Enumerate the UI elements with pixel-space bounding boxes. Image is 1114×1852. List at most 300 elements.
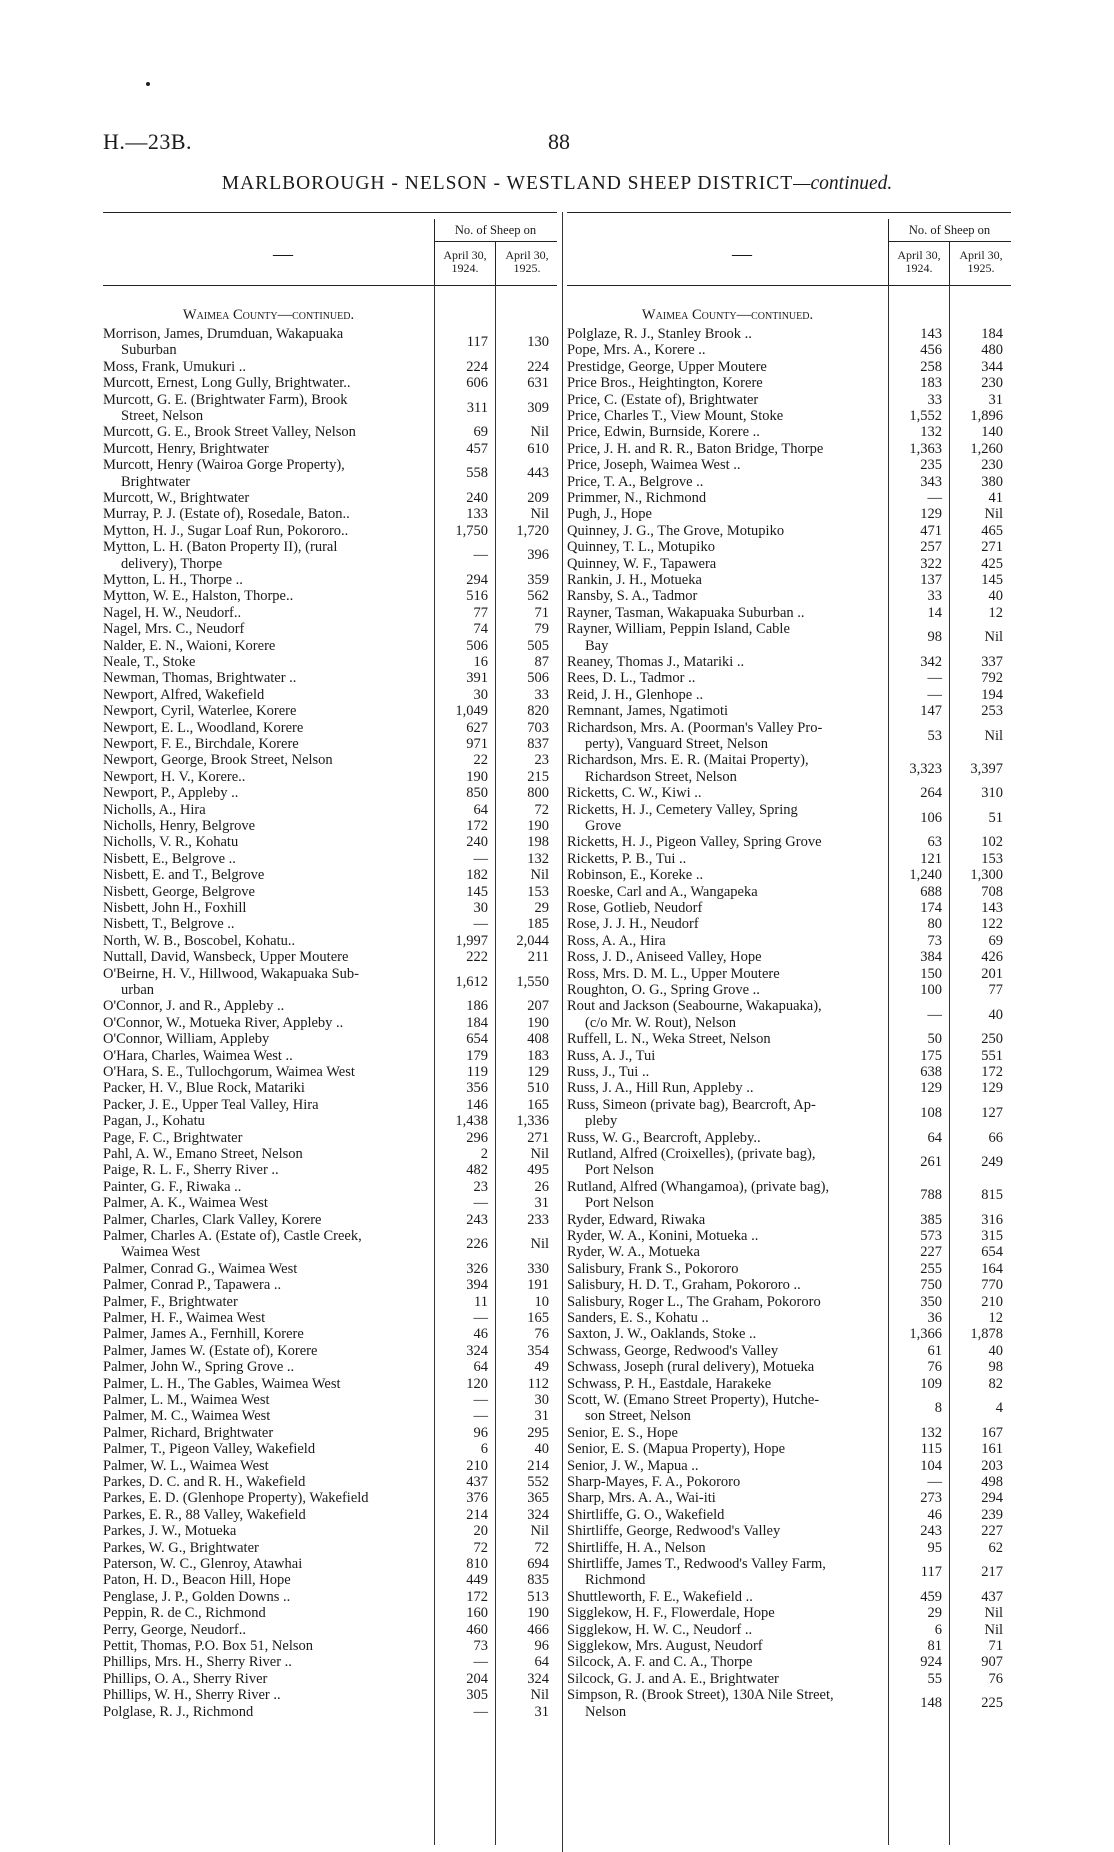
sheep-1925-value: 71	[534, 604, 549, 621]
sheep-1924-value: 449	[466, 1572, 488, 1589]
sheep-1924-value: 971	[466, 736, 488, 752]
row-name	[567, 1589, 885, 1605]
row-name	[103, 359, 431, 375]
sheep-1924-value: 573	[920, 1228, 942, 1244]
sheep-1925-value: 466	[527, 1621, 549, 1638]
sheep-1925-value: 631	[527, 375, 549, 392]
sheep-1924-value: 115	[920, 1441, 942, 1458]
sheep-1924-value: 129	[920, 1080, 942, 1097]
row-name-text: Paterson, W. C., Glenroy, Atawhai	[103, 1556, 303, 1572]
row-name	[103, 1572, 431, 1588]
sheep-1925-value: 354	[527, 1342, 549, 1359]
row-name	[103, 720, 431, 736]
row-name-text: Palmer, Conrad G., Waimea West	[103, 1260, 298, 1277]
row-name	[567, 1310, 885, 1326]
row-name-text: Parkes, E. D. (Glenhope Property), Wakefield	[103, 1490, 369, 1507]
row-name-continuation: urban	[121, 982, 155, 998]
sheep-1925-value: 207	[527, 998, 549, 1015]
row-name	[103, 752, 431, 768]
row-name-text: Nisbett, T., Belgrove ..	[103, 916, 235, 933]
row-name-text: Ross, Mrs. D. M. L., Upper Moutere	[567, 965, 780, 982]
page-title-main: MARLBOROUGH - NELSON - WESTLAND SHEEP DISTRICT	[221, 173, 794, 194]
row-name	[103, 1704, 431, 1720]
row-name-text: Palmer, Charles, Clark Valley, Korere	[103, 1211, 322, 1228]
row-name	[567, 752, 885, 785]
row-name	[567, 1228, 885, 1244]
row-name	[103, 1080, 431, 1096]
row-name	[567, 1687, 885, 1720]
sheep-1924-value: 324	[466, 1342, 488, 1359]
row-name-text: Palmer, Richard, Brightwater	[103, 1424, 274, 1441]
row-name-text: Richardson, Mrs. A. (Poorman's Valley Pro-	[567, 719, 823, 736]
sheep-1924-value: 190	[466, 768, 488, 785]
sheep-1924-value: 255	[920, 1260, 942, 1277]
row-name	[103, 457, 431, 490]
row-name-text: Ross, J. D., Aniseed Valley, Hope	[567, 949, 762, 966]
row-name-text: O'Hara, Charles, Waimea West ..	[103, 1047, 293, 1064]
row-name-text: Rees, D. L., Tadmor ..	[567, 670, 696, 687]
sheep-1925-value: 309	[527, 399, 549, 416]
row-name	[567, 687, 885, 703]
sheep-1924-value: 437	[466, 1474, 488, 1490]
row-name	[567, 1326, 885, 1342]
row-name	[103, 1376, 431, 1392]
row-name	[103, 441, 431, 457]
row-name	[103, 703, 431, 719]
row-name	[567, 851, 885, 867]
row-name-text: Palmer, Conrad P., Tapawera ..	[103, 1277, 282, 1294]
row-name	[567, 1458, 885, 1474]
row-name-text: Russ, J., Tui ..	[567, 1064, 650, 1080]
row-name-continuation: Street, Nelson	[121, 408, 204, 424]
row-name-text: Price, Joseph, Waimea West ..	[567, 457, 741, 474]
row-name-text: Phillips, O. A., Sherry River	[103, 1670, 268, 1687]
sheep-1924-value: 14	[927, 604, 942, 621]
row-name	[103, 949, 431, 965]
sheep-1925-value: 835	[527, 1572, 549, 1589]
margin-dot	[146, 82, 150, 86]
sheep-1925-value: 201	[981, 965, 1003, 982]
row-name-text: Palmer, H. F., Waimea West	[103, 1310, 266, 1326]
sheep-1925-value: Nil	[530, 867, 549, 884]
row-name	[567, 1080, 885, 1096]
sheep-1925-value: 249	[981, 1154, 1003, 1171]
sheep-1925-value: 552	[527, 1474, 549, 1490]
sheep-1924-value: 456	[920, 342, 942, 359]
sheep-1925-value: 87	[534, 654, 549, 670]
sheep-1925-value: 425	[981, 555, 1003, 572]
sheep-1925-value: 211	[527, 949, 549, 966]
sheep-1925-value: 127	[981, 1104, 1003, 1121]
row-name-text: Palmer, L. M., Waimea West	[103, 1392, 270, 1408]
sheep-1924-value: 119	[466, 1064, 488, 1080]
sheep-1925-value: 172	[981, 1064, 1003, 1080]
sheep-1924-value: 688	[920, 883, 942, 900]
sheep-1924-value: 1,049	[455, 703, 488, 720]
row-name	[567, 1277, 885, 1293]
row-name-text: Palmer, James A., Fernhill, Korere	[103, 1326, 304, 1343]
row-name	[103, 1441, 431, 1457]
row-name	[103, 1097, 431, 1113]
sheep-1925-value: 153	[527, 883, 549, 900]
row-name-continuation: pleby	[585, 1113, 618, 1130]
row-name	[103, 802, 431, 818]
column-separator	[562, 212, 563, 1852]
row-name	[567, 1064, 885, 1080]
row-name-text: Sigglekow, H. F., Flowerdale, Hope	[567, 1605, 775, 1622]
sheep-1925-value: 69	[988, 932, 1003, 949]
row-name	[103, 1228, 431, 1261]
sheep-1925-value: 225	[981, 1695, 1003, 1712]
row-name-text: O'Connor, J. and R., Appleby ..	[103, 998, 285, 1015]
row-name-text: Murcott, Ernest, Long Gully, Brightwater..	[103, 375, 351, 392]
sheep-1924-value: 226	[466, 1236, 488, 1253]
sheep-1925-value: 122	[981, 916, 1003, 933]
row-name-text: Nicholls, V. R., Kohatu	[103, 834, 239, 851]
sheep-1925-value: 330	[527, 1260, 549, 1277]
row-name	[103, 392, 431, 425]
sheep-1924-value: 182	[466, 867, 488, 884]
left-header-dash: —	[273, 243, 293, 265]
row-name-text: Reid, J. H., Glenhope ..	[567, 686, 704, 703]
row-name	[567, 1490, 885, 1506]
sheep-1924-value: 750	[920, 1277, 942, 1294]
sheep-1924-value: —	[473, 850, 488, 867]
sheep-1924-value: 106	[920, 809, 942, 826]
row-name-text: Price Bros., Heightington, Korere	[567, 375, 763, 392]
sheep-1925-value: 184	[981, 326, 1003, 342]
sheep-1925-value: 505	[527, 637, 549, 654]
row-name	[103, 851, 431, 867]
row-name	[103, 326, 431, 359]
sheep-1924-value: 1,438	[455, 1113, 488, 1130]
row-name-continuation: son Street, Nelson	[585, 1408, 691, 1425]
sheep-1925-value: 198	[527, 834, 549, 851]
sheep-1924-value: 148	[920, 1695, 942, 1712]
sheep-1925-value: 1,878	[970, 1326, 1003, 1343]
row-name	[567, 408, 885, 424]
sheep-1925-value: 271	[527, 1129, 549, 1146]
sheep-1924-value: 147	[920, 703, 942, 720]
sheep-1925-value: 130	[527, 334, 549, 351]
row-name	[103, 1195, 431, 1211]
row-name-text: Parkes, J. W., Motueka	[103, 1523, 237, 1540]
row-name-text: Perry, George, Neudorf..	[103, 1621, 246, 1638]
row-name	[103, 1654, 431, 1670]
row-name	[567, 1392, 885, 1425]
left-header-group: No. of Sheep on	[454, 223, 537, 237]
row-name	[567, 506, 885, 522]
sheep-1924-value: 1,240	[909, 867, 942, 884]
row-name	[103, 1425, 431, 1441]
sheep-1924-value: 606	[466, 375, 488, 392]
sheep-1924-value: —	[927, 670, 942, 687]
sheep-1925-value: Nil	[984, 629, 1003, 646]
sheep-1924-value: 179	[466, 1047, 488, 1064]
row-name	[103, 1179, 431, 1195]
row-name	[103, 539, 431, 572]
row-name-text: Ruffell, L. N., Weka Street, Nelson	[567, 1031, 771, 1048]
sheep-1925-value: 23	[534, 752, 549, 769]
sheep-1924-value: 55	[927, 1670, 942, 1687]
row-name	[103, 1589, 431, 1605]
row-name	[103, 424, 431, 440]
row-name	[567, 605, 885, 621]
sheep-1925-value: 294	[981, 1490, 1003, 1507]
sheep-1925-value: 495	[527, 1162, 549, 1179]
sheep-1925-value: 316	[981, 1211, 1003, 1228]
row-name	[567, 424, 885, 440]
sheep-1924-value: 227	[920, 1244, 942, 1261]
sheep-1925-value: 190	[527, 1014, 549, 1031]
row-name-text: Packer, J. E., Upper Teal Valley, Hira	[103, 1096, 319, 1113]
row-name-text: Sharp-Mayes, F. A., Pokororo	[567, 1474, 741, 1490]
sheep-1925-value: 62	[988, 1539, 1003, 1556]
sheep-1924-value: 33	[927, 391, 942, 408]
sheep-1925-value: 41	[988, 490, 1003, 506]
row-name-text: Russ, Simeon (private bag), Bearcroft, Ap-	[567, 1096, 816, 1113]
row-name-text: Price, Charles T., View Mount, Stoke	[567, 408, 784, 424]
sheep-1924-value: 1,363	[909, 440, 942, 457]
row-name	[103, 490, 431, 506]
row-name-text: Salisbury, Roger L., The Graham, Pokororo	[567, 1293, 821, 1310]
row-name-text: Rayner, William, Peppin Island, Cable	[567, 621, 790, 638]
sheep-1924-value: 8	[934, 1400, 942, 1417]
row-name-text: Rout and Jackson (Seabourne, Wakapuaka),	[567, 998, 822, 1015]
sheep-1924-value: 257	[920, 539, 942, 556]
row-name	[103, 1031, 431, 1047]
sheep-1924-value: 184	[466, 1014, 488, 1031]
row-name	[103, 638, 431, 654]
row-name-text: Schwass, Joseph (rural delivery), Motueka	[567, 1359, 815, 1376]
sheep-1924-value: 146	[466, 1096, 488, 1113]
sheep-1924-value: 471	[920, 522, 942, 539]
sheep-1924-value: 46	[927, 1506, 942, 1523]
sheep-1925-value: Nil	[530, 1523, 549, 1540]
sheep-1924-value: 183	[920, 375, 942, 392]
sheep-1925-value: 551	[981, 1047, 1003, 1064]
row-name-continuation: Nelson	[585, 1703, 627, 1720]
row-name-text: Rose, Gotlieb, Neudorf	[567, 900, 703, 916]
sheep-1924-value: 172	[466, 818, 488, 834]
row-name-text: Shirtliffe, G. O., Wakefield	[567, 1506, 725, 1523]
sheep-1925-value: 443	[527, 465, 549, 482]
row-name-text: Senior, J. W., Mapua ..	[567, 1457, 699, 1474]
sheep-1925-value: 2,044	[516, 932, 549, 949]
row-name	[567, 572, 885, 588]
sheep-1925-value: 4	[995, 1400, 1003, 1417]
right-body-divider	[888, 285, 889, 1845]
sheep-1924-value: 214	[466, 1506, 488, 1523]
sheep-1924-value: 73	[927, 932, 942, 949]
row-name	[103, 1162, 431, 1178]
sheep-1925-value: Nil	[984, 506, 1003, 523]
row-name	[567, 523, 885, 539]
row-name	[103, 1474, 431, 1490]
sheep-1924-value: 143	[920, 326, 942, 342]
sheep-1925-value: 437	[981, 1588, 1003, 1605]
sheep-1924-value: —	[473, 1195, 488, 1212]
row-name-text: Ryder, Edward, Riwaka	[567, 1211, 706, 1228]
sheep-1925-value: 408	[527, 1031, 549, 1048]
row-name	[567, 1556, 885, 1589]
sheep-1924-value: 457	[466, 440, 488, 457]
sheep-1925-value: 708	[981, 883, 1003, 900]
row-name	[103, 1343, 431, 1359]
sheep-1924-value: 296	[466, 1129, 488, 1146]
row-name-text: Rutland, Alfred (Whangamoa), (private bag),	[567, 1178, 830, 1195]
sheep-1925-value: 217	[981, 1564, 1003, 1581]
row-name	[567, 1671, 885, 1687]
row-name-text: Palmer, M. C., Waimea West	[103, 1408, 271, 1425]
sheep-1925-value: 165	[527, 1310, 549, 1326]
sheep-1925-value: 510	[527, 1080, 549, 1097]
row-name	[567, 916, 885, 932]
sheep-1924-value: 64	[473, 1359, 488, 1376]
row-name	[103, 1130, 431, 1146]
row-name-text: Price, T. A., Belgrove ..	[567, 473, 704, 490]
row-name	[103, 1392, 431, 1408]
row-name-text: Remnant, James, Ngatimoti	[567, 703, 729, 720]
sheep-1925-value: 112	[527, 1375, 549, 1392]
row-name	[103, 654, 431, 670]
sheep-1924-value: —	[473, 1392, 488, 1408]
row-name	[567, 1261, 885, 1277]
row-name-continuation: delivery), Thorpe	[121, 555, 223, 572]
sheep-1924-value: 261	[920, 1154, 942, 1171]
sheep-1925-value: 140	[981, 424, 1003, 441]
sheep-1925-value: 465	[981, 522, 1003, 539]
row-name-text: Rankin, J. H., Motueka	[567, 572, 702, 588]
row-name-text: Pugh, J., Hope	[567, 506, 652, 523]
sheep-1924-value: 356	[466, 1080, 488, 1097]
sheep-1925-value: 315	[981, 1228, 1003, 1244]
row-name-text: Ricketts, H. J., Cemetery Valley, Spring	[567, 801, 798, 818]
page-number: 88	[548, 129, 570, 154]
sheep-1924-value: 342	[920, 654, 942, 670]
sheep-1925-value: 792	[981, 670, 1003, 687]
row-name	[103, 687, 431, 703]
row-name	[103, 1326, 431, 1342]
row-name-text: Prestidge, George, Upper Moutere	[567, 358, 767, 375]
row-name	[567, 1654, 885, 1670]
sheep-1925-value: 33	[534, 686, 549, 703]
sheep-1924-value: 104	[920, 1457, 942, 1474]
sheep-1924-value: 117	[466, 334, 488, 351]
row-name-text: Rose, J. J. H., Neudorf	[567, 916, 699, 933]
sheep-1924-value: 305	[466, 1687, 488, 1704]
row-name-text: Newport, E. L., Woodland, Korere	[103, 719, 304, 736]
row-name	[567, 1294, 885, 1310]
right-table-header	[567, 219, 1011, 285]
row-name	[567, 1474, 885, 1490]
sheep-1925-value: 183	[527, 1047, 549, 1064]
sheep-1924-value: 23	[473, 1178, 488, 1195]
row-name	[103, 1458, 431, 1474]
sheep-1925-value: 194	[981, 686, 1003, 703]
sheep-1924-value: 96	[473, 1424, 488, 1441]
sheep-1924-value: 204	[466, 1670, 488, 1687]
sheep-1925-value: 815	[981, 1186, 1003, 1203]
sheep-1925-value: 230	[981, 375, 1003, 392]
row-name-text: Sigglekow, H. W. C., Neudorf ..	[567, 1621, 753, 1638]
right-header-col2: April 30, 1925.	[959, 248, 1003, 275]
sheep-1924-value: 76	[927, 1359, 942, 1376]
row-name	[103, 834, 431, 850]
row-name-text: Newport, F. E., Birchdale, Korere	[103, 736, 299, 752]
row-name-text: North, W. B., Boscobel, Kohatu..	[103, 932, 296, 949]
sheep-1925-value: Nil	[984, 1621, 1003, 1638]
row-name-text: Mytton, H. J., Sugar Loaf Run, Pokororo..	[103, 522, 349, 539]
sheep-1925-value: 145	[981, 572, 1003, 588]
row-name-text: Painter, G. F., Riwaka ..	[103, 1178, 242, 1195]
sheep-1924-value: 145	[466, 883, 488, 900]
row-name-text: Packer, H. V., Blue Rock, Matariki	[103, 1080, 305, 1097]
row-name-text: Silcock, A. F. and C. A., Thorpe	[567, 1654, 753, 1671]
row-name	[103, 1556, 431, 1572]
row-name-text: Russ, J. A., Hill Run, Appleby ..	[567, 1080, 754, 1097]
left-body-col-divider	[495, 285, 496, 1845]
row-name-continuation: Brightwater	[121, 473, 191, 490]
row-name-text: Shirtliffe, H. A., Nelson	[567, 1539, 706, 1556]
sheep-1925-value: 31	[534, 1703, 549, 1720]
sheep-1924-value: 516	[466, 588, 488, 605]
row-name-text: O'Hara, S. E., Tullochgorum, Waimea West	[103, 1064, 355, 1080]
row-name	[567, 342, 885, 358]
sheep-1925-value: 71	[988, 1638, 1003, 1654]
row-name-text: Nisbett, George, Belgrove	[103, 883, 255, 900]
sheep-1924-value: 1,612	[455, 973, 488, 990]
sheep-1924-value: 6	[480, 1441, 488, 1458]
row-name	[567, 588, 885, 604]
sheep-1924-value: —	[473, 916, 488, 933]
sheep-1924-value: 108	[920, 1104, 942, 1121]
row-name-text: Ricketts, H. J., Pigeon Valley, Spring Grove	[567, 834, 822, 851]
row-name-text: Ross, A. A., Hira	[567, 932, 666, 949]
sheep-1924-value: 1,366	[909, 1326, 942, 1343]
row-name-text: Page, F. C., Brightwater	[103, 1129, 243, 1146]
row-name	[567, 1441, 885, 1457]
sheep-1924-value: 121	[920, 850, 942, 867]
row-name-text: Shirtliffe, George, Redwood's Valley	[567, 1523, 781, 1540]
sheep-1925-value: 49	[534, 1359, 549, 1376]
row-name-text: Moss, Frank, Umukuri ..	[103, 358, 246, 375]
sheep-1925-value: 64	[534, 1654, 549, 1671]
sheep-1925-value: 77	[988, 982, 1003, 998]
row-name	[103, 916, 431, 932]
sheep-1925-value: Nil	[530, 1236, 549, 1253]
row-name-text: Quinney, W. F., Tapawera	[567, 555, 717, 572]
sheep-1925-value: 191	[527, 1277, 549, 1294]
row-name	[567, 326, 885, 342]
row-name	[103, 1277, 431, 1293]
sheep-1924-value: 69	[473, 424, 488, 441]
sheep-1924-value: 810	[466, 1556, 488, 1572]
sheep-1924-value: 924	[920, 1654, 942, 1671]
sheep-1925-value: 820	[527, 703, 549, 720]
sheep-1925-value: Nil	[530, 424, 549, 441]
sheep-1925-value: 153	[981, 850, 1003, 867]
row-name	[567, 720, 885, 753]
sheep-1924-value: 558	[466, 465, 488, 482]
sheep-1925-value: 12	[988, 1310, 1003, 1326]
sheep-1924-value: 137	[920, 572, 942, 588]
sheep-1924-value: 117	[920, 1564, 942, 1581]
sheep-1925-value: 271	[981, 539, 1003, 556]
sheep-1925-value: 837	[527, 736, 549, 752]
row-name	[103, 621, 431, 637]
sheep-1925-value: 40	[988, 1342, 1003, 1359]
